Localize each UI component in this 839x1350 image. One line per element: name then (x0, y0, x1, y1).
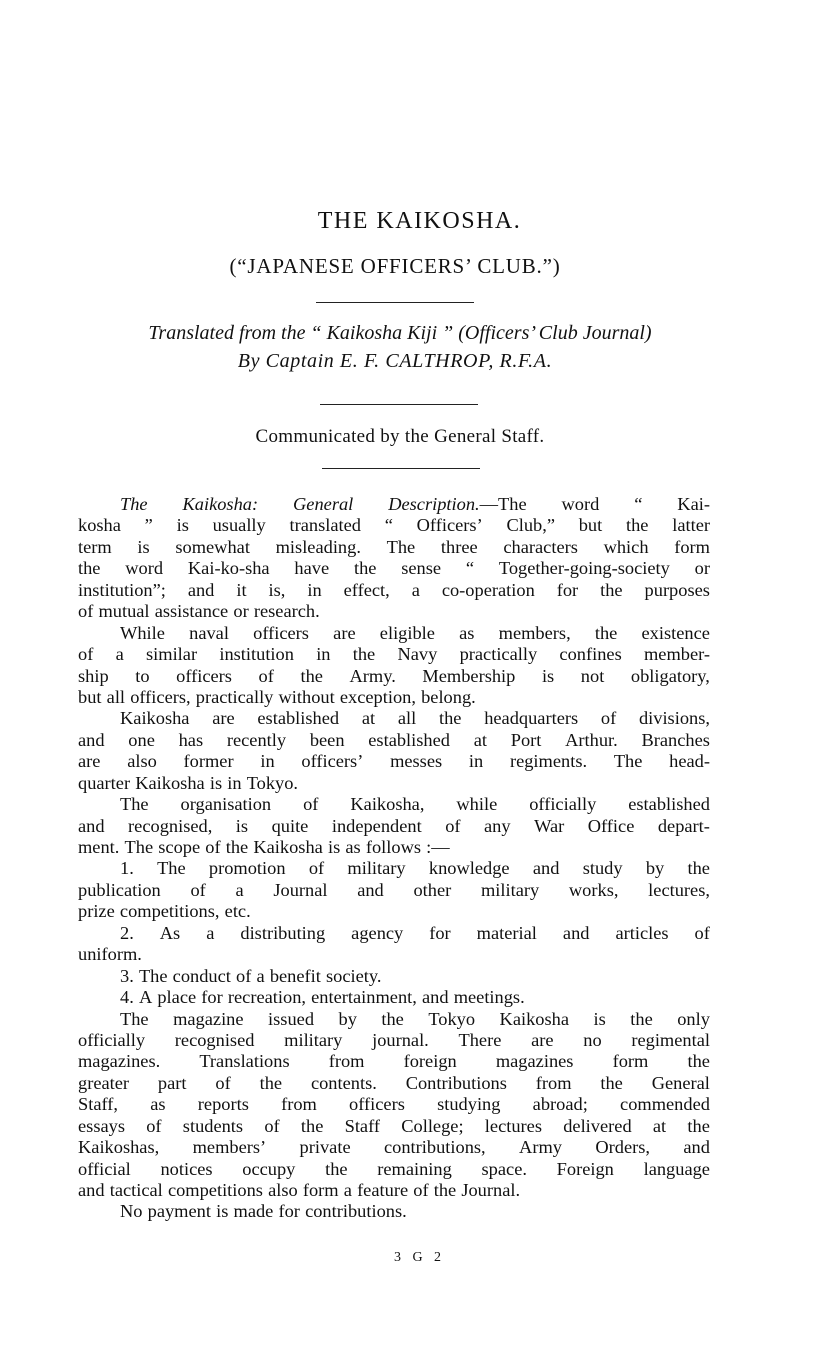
text-line: kosha ” is usually translated “ Officers’ Club,” but the latter (78, 515, 710, 536)
text-line: and one has recently been established at Port Arthur. Branches (78, 729, 710, 750)
text-line: publication of a Journal and other military works, lectures, (78, 879, 710, 900)
page-title: THE KAIKOSHA. (317, 208, 522, 234)
text-line: are also former in officers’ messes in regiments. The head- (78, 751, 710, 772)
text-line: While naval officers are eligible as members, the existence (120, 622, 710, 643)
text-line: ship to officers of the Army. Membership is not obligatory, (78, 665, 710, 686)
body-text (78, 494, 710, 1223)
text-line: of mutual assistance or research. (78, 601, 320, 622)
text-line: ment. The scope of the Kaikosha is as follows :— (78, 837, 450, 857)
text-line: and recognised, is quite independent of any War Office depart- (78, 815, 710, 836)
text-line: Kaikosha are established at all the headquarters of divisions, (120, 708, 710, 729)
divider-rule (320, 404, 478, 405)
text-line: the word Kai-ko-sha have the sense “ Together-going-society or (78, 558, 710, 579)
text-line: magazines. Translations from foreign magazines form the (78, 1051, 710, 1072)
text-line: and tactical competitions also form a feature of the Journal. (78, 1180, 521, 1200)
text-line: 3. The conduct of a benefit society. (120, 965, 382, 986)
text-line: uniform. (78, 944, 142, 965)
text-line: greater part of the contents. Contributions from the General (78, 1072, 710, 1093)
page-subtitle: (“JAPANESE OFFICERS’ CLUB.”) (229, 254, 561, 278)
divider-rule (316, 302, 474, 303)
text-line: term is somewhat misleading. The three characters which form (78, 536, 710, 557)
text-line: The Kaikosha: General Description.—The word “ Kai- (120, 494, 710, 514)
text-line: The organisation of Kaikosha, while officially established (120, 794, 710, 815)
divider-rule (322, 468, 480, 469)
communicated-note: Communicated by the General Staff. (255, 426, 545, 447)
author-credit: By Captain E. F. CALTHROP, R.F.A. (237, 350, 553, 372)
translation-credit: Translated from the “ Kaikosha Kiji ” (Officers’ Club Journal) (148, 322, 652, 344)
text-line: No payment is made for contributions. (120, 1201, 407, 1222)
text-line: The magazine issued by the Tokyo Kaikosha is the only (120, 1008, 710, 1029)
text-line: institution”; and it is, in effect, a co-operation for the purposes (78, 579, 710, 600)
text-line: of a similar institution in the Navy practically confines member- (78, 644, 710, 665)
text-line: prize competitions, etc. (78, 901, 251, 922)
text-line: but all officers, practically without exception, belong. (78, 686, 476, 707)
text-line: essays of students of the Staff College; lectures delivered at the (78, 1115, 710, 1136)
text-line: official notices occupy the remaining space. Foreign language (78, 1158, 710, 1179)
page-number: 3 G 2 (393, 1250, 446, 1265)
text-line: 1. The promotion of military knowledge and study by the (120, 858, 710, 879)
text-line: officially recognised military journal. There are no regimental (78, 1029, 710, 1050)
text-line: 2. As a distributing agency for material and articles of (120, 922, 710, 943)
text-line: 4. A place for recreation, entertainment, and meetings. (120, 987, 525, 1008)
text-line: Kaikoshas, members’ private contributions, Army Orders, and (78, 1137, 710, 1158)
text-line: quarter Kaikosha is in Tokyo. (78, 772, 299, 793)
text-line: Staff, as reports from officers studying abroad; commended (78, 1094, 710, 1115)
